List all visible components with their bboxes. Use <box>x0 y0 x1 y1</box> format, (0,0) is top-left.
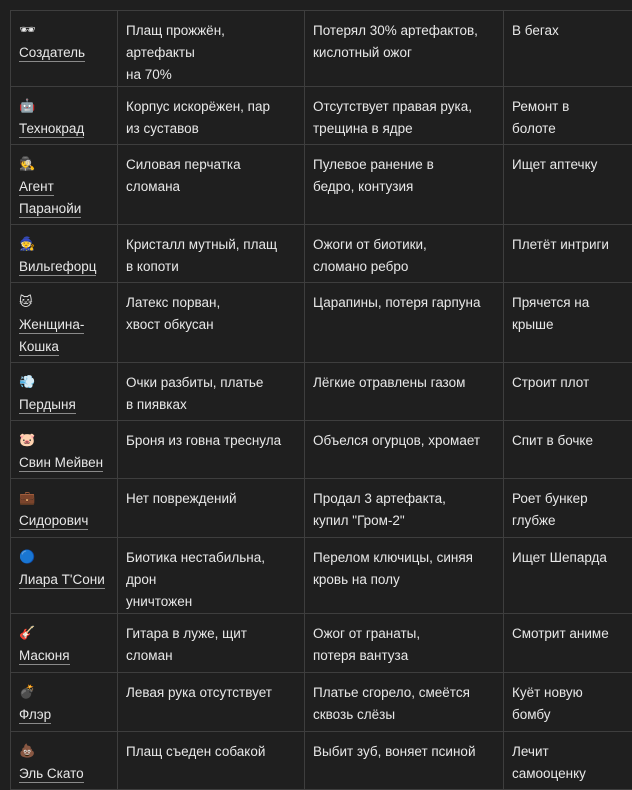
character-name-link[interactable]: Создатель <box>19 45 85 62</box>
current-activity-cell: Спит в бочке <box>504 421 632 479</box>
table-row <box>11 145 632 225</box>
character-name-link[interactable]: Вильгефорц <box>19 259 96 276</box>
character-emoji-icon: 💩 <box>19 741 109 763</box>
character-name-link[interactable]: Пердыня <box>19 397 76 414</box>
table-row <box>11 673 632 732</box>
character-emoji-icon: 🕶 <box>19 20 109 42</box>
current-activity-cell: Плетёт интриги <box>504 225 632 283</box>
table-row <box>11 283 632 363</box>
current-activity-cell: Ремонт в болоте <box>504 87 632 145</box>
equipment-damage-cell: Корпус искорёжен, пар из суставов <box>118 87 305 145</box>
character-emoji-icon: 💣 <box>19 682 109 704</box>
character-cell <box>11 11 118 87</box>
character-cell <box>11 538 118 614</box>
character-cell <box>11 145 118 225</box>
equipment-damage-cell: Латекс порван, хвост обкусан <box>118 283 305 363</box>
current-activity-cell: В бегах <box>504 11 632 87</box>
character-name-link[interactable]: Лиара Т'Сони <box>19 572 105 589</box>
character-cell <box>11 479 118 538</box>
table-row <box>11 479 632 538</box>
character-name-link[interactable]: Паранойи <box>19 201 81 218</box>
character-emoji-icon: 💨 <box>19 372 109 394</box>
injury-cell: Объелся огурцов, хромает <box>305 421 504 479</box>
character-emoji-icon: 🔵 <box>19 547 109 569</box>
injury-cell: Ожоги от биотики, сломано ребро <box>305 225 504 283</box>
table-row <box>11 732 632 790</box>
injury-cell: Пулевое ранение в бедро, контузия <box>305 145 504 225</box>
character-emoji-icon: 🐷 <box>19 430 109 452</box>
injury-cell: Перелом ключицы, синяя кровь на полу <box>305 538 504 614</box>
injury-cell: Платье сгорело, смеётся сквозь слёзы <box>305 673 504 732</box>
table-body <box>11 11 632 790</box>
character-name-link[interactable]: Технокрад <box>19 121 84 138</box>
character-cell <box>11 421 118 479</box>
character-name-link[interactable]: Сидорович <box>19 513 88 530</box>
character-name-link[interactable]: Флэр <box>19 707 51 724</box>
character-cell <box>11 732 118 790</box>
table-row <box>11 363 632 421</box>
character-emoji-icon: 🧙 <box>19 234 109 256</box>
table-row <box>11 538 632 614</box>
equipment-damage-cell: Броня из говна треснула <box>118 421 305 479</box>
character-emoji-icon: 🐱 <box>19 292 109 314</box>
injury-cell: Продал 3 артефакта, купил "Гром-2" <box>305 479 504 538</box>
character-cell <box>11 87 118 145</box>
character-name-link[interactable]: Свин Мейвен <box>19 455 103 472</box>
character-emoji-icon: 💼 <box>19 488 109 510</box>
equipment-damage-cell: Очки разбиты, платье в пиявках <box>118 363 305 421</box>
injury-cell: Отсутствует правая рука, трещина в ядре <box>305 87 504 145</box>
current-activity-cell: Строит плот <box>504 363 632 421</box>
character-name-link[interactable]: Эль Скато <box>19 766 84 783</box>
current-activity-cell: Лечит самооценку <box>504 732 632 790</box>
table-row <box>11 87 632 145</box>
character-cell <box>11 283 118 363</box>
equipment-damage-cell: Гитара в луже, щит сломан <box>118 614 305 673</box>
table-row <box>11 11 632 87</box>
character-cell <box>11 363 118 421</box>
current-activity-cell: Смотрит аниме <box>504 614 632 673</box>
character-status-table <box>10 10 632 790</box>
equipment-damage-cell: Силовая перчатка сломана <box>118 145 305 225</box>
injury-cell: Ожог от гранаты, потеря вантуза <box>305 614 504 673</box>
character-cell <box>11 225 118 283</box>
equipment-damage-cell: Плащ прожжён, артефакты на 70% <box>118 11 305 87</box>
injury-cell: Выбит зуб, воняет псиной <box>305 732 504 790</box>
injury-cell: Лёгкие отравлены газом <box>305 363 504 421</box>
injury-cell: Царапины, потеря гарпуна <box>305 283 504 363</box>
character-cell <box>11 614 118 673</box>
character-emoji-icon: 🎸 <box>19 623 109 645</box>
current-activity-cell: Ищет Шепарда <box>504 538 632 614</box>
current-activity-cell: Прячется на крыше <box>504 283 632 363</box>
equipment-damage-cell: Кристалл мутный, плащ в копоти <box>118 225 305 283</box>
character-name-link[interactable]: Кошка <box>19 339 59 356</box>
equipment-damage-cell: Плащ съеден собакой <box>118 732 305 790</box>
equipment-damage-cell: Нет повреждений <box>118 479 305 538</box>
character-cell <box>11 673 118 732</box>
character-emoji-icon: 🤖 <box>19 96 109 118</box>
table-row <box>11 614 632 673</box>
character-name-link[interactable]: Женщина- <box>19 317 84 334</box>
equipment-damage-cell: Биотика нестабильна, дрон уничтожен <box>118 538 305 614</box>
character-emoji-icon: 🕵 <box>19 154 109 176</box>
injury-cell: Потерял 30% артефактов, кислотный ожог <box>305 11 504 87</box>
character-name-link[interactable]: Агент <box>19 179 54 196</box>
current-activity-cell: Куёт новую бомбу <box>504 673 632 732</box>
current-activity-cell: Ищет аптечку <box>504 145 632 225</box>
current-activity-cell: Роет бункер глубже <box>504 479 632 538</box>
equipment-damage-cell: Левая рука отсутствует <box>118 673 305 732</box>
table-row <box>11 421 632 479</box>
table-row <box>11 225 632 283</box>
character-name-link[interactable]: Масюня <box>19 648 70 665</box>
